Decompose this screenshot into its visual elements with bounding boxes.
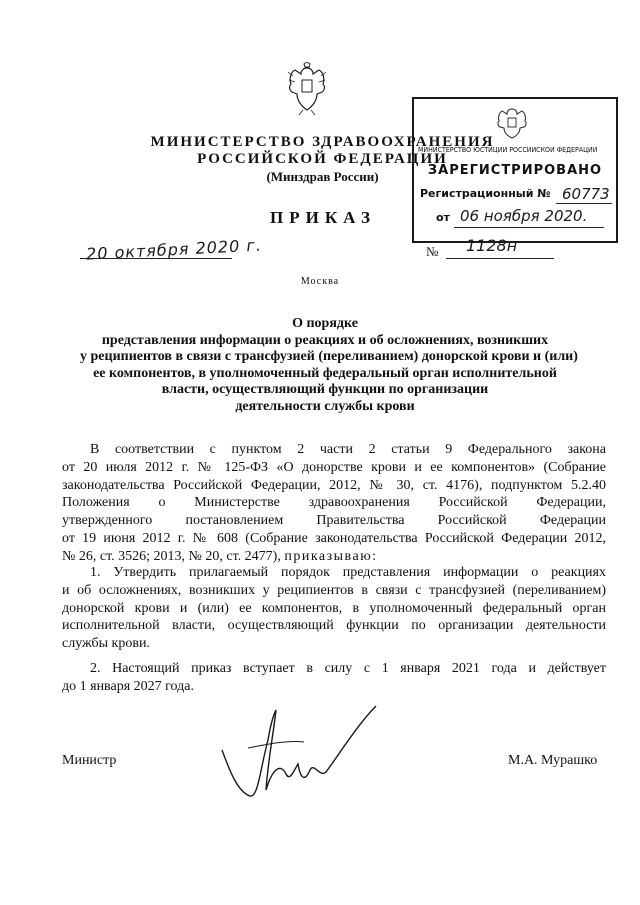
ministry-name-line1: МИНИСТЕРСТВО ЗДРАВООХРАНЕНИЯ	[150, 134, 495, 150]
order-keyword: приказываю:	[284, 548, 378, 564]
title-line: власти, осуществляющий функции по организации	[161, 382, 489, 397]
stamp-regnum-handwritten: 60773	[562, 185, 610, 203]
title-line: деятельности службы крови	[235, 398, 415, 414]
title-line: ее компонентов, в уполномоченный федеральный орган исполнительной	[93, 365, 557, 381]
paragraph-line: до 1 января 2027 года.	[62, 678, 194, 694]
paragraph-line: от 19 июня 2012 г. № 608 (Собрание законодательства Российской Федерации 2012,	[62, 530, 606, 546]
paragraph-line	[62, 548, 606, 566]
paragraph-line: Положения о Министерстве здравоохранения Российской Федерации,	[62, 495, 606, 511]
paragraph-line: и об осложнениях, возникших у реципиентов в связи с трансфузией (переливанием)	[62, 582, 606, 598]
stamp-regnum-label: Регистрационный №	[420, 187, 551, 200]
paragraph-line: 2. Настоящий приказ вступает в силу с 1 января 2021 года и действует	[90, 661, 606, 676]
stamp-date-handwritten: 06 ноября 2020.	[460, 207, 588, 225]
stamp-from-label: от	[436, 211, 450, 224]
paragraph-line: утвержденного постановлением Правительства Российской Федерации	[62, 513, 606, 529]
order-number-handwritten: 1128н	[466, 236, 518, 255]
coat-of-arms-icon	[285, 62, 329, 116]
number-underline	[446, 258, 554, 259]
paragraph-line: донорской крови и (или) ее компонентов, в уполномоченный федеральный орган	[62, 600, 606, 616]
title-line: представления информации о реакциях и об осложнениях, возникших	[101, 332, 549, 348]
stamp-emblem-icon	[494, 105, 530, 141]
order-item-2	[62, 660, 606, 696]
title-line: у реципиентов в связи с трансфузией (переливанием) донорской крови и (или)	[80, 349, 578, 364]
stamp-date-underline	[454, 227, 604, 228]
signatory-position: Министр	[62, 753, 117, 768]
order-number-label: №	[426, 244, 439, 259]
order-title: ПРИКАЗ	[270, 208, 376, 227]
title-line: О порядке	[292, 316, 358, 331]
signature-icon	[208, 700, 388, 810]
ministry-short-name: (Минздрав России)	[266, 169, 379, 184]
stamp-regnum-underline	[556, 203, 612, 204]
stamp-registered: ЗАРЕГИСТРИРОВАНО	[427, 163, 603, 178]
stamp-organization: МИНИСТЕРСТВО ЮСТИЦИИ РОССИЙСКОЙ ФЕДЕРАЦИИ	[418, 146, 598, 154]
order-item-1	[62, 564, 606, 653]
document-title	[80, 316, 578, 415]
paragraph-line: от 20 июля 2012 г. № 125-ФЗ «О донорстве крови и ее компонентов» (Собрание	[62, 459, 606, 475]
paragraph-line: 1. Утвердить прилагаемый порядок представления информации о реакциях	[90, 565, 606, 580]
registration-stamp	[412, 97, 618, 243]
paragraph-line: службы крови.	[62, 636, 150, 652]
signatory-name: М.А. Мурашко	[508, 753, 598, 768]
order-date-handwritten: 20 октября 2020 г.	[85, 235, 263, 264]
paragraph-line: законодательства Российской Федерации, 2012, № 30, ст. 4176), подпунктом 5.2.40	[62, 477, 606, 493]
ministry-name-line2: РОССИЙСКОЙ ФЕДЕРАЦИИ	[197, 151, 448, 167]
preamble-paragraph	[62, 441, 606, 566]
paragraph-line-text: № 26, ст. 3526; 2013, № 20, ст. 2477),	[62, 548, 285, 564]
paragraph-line: В соответствии с пунктом 2 части 2 статьи 9 Федерального закона	[90, 442, 606, 457]
date-underline	[80, 258, 232, 259]
city: Москва	[300, 276, 340, 287]
paragraph-line: исполнительной власти, осуществляющий функции по организации деятельности	[62, 618, 606, 634]
